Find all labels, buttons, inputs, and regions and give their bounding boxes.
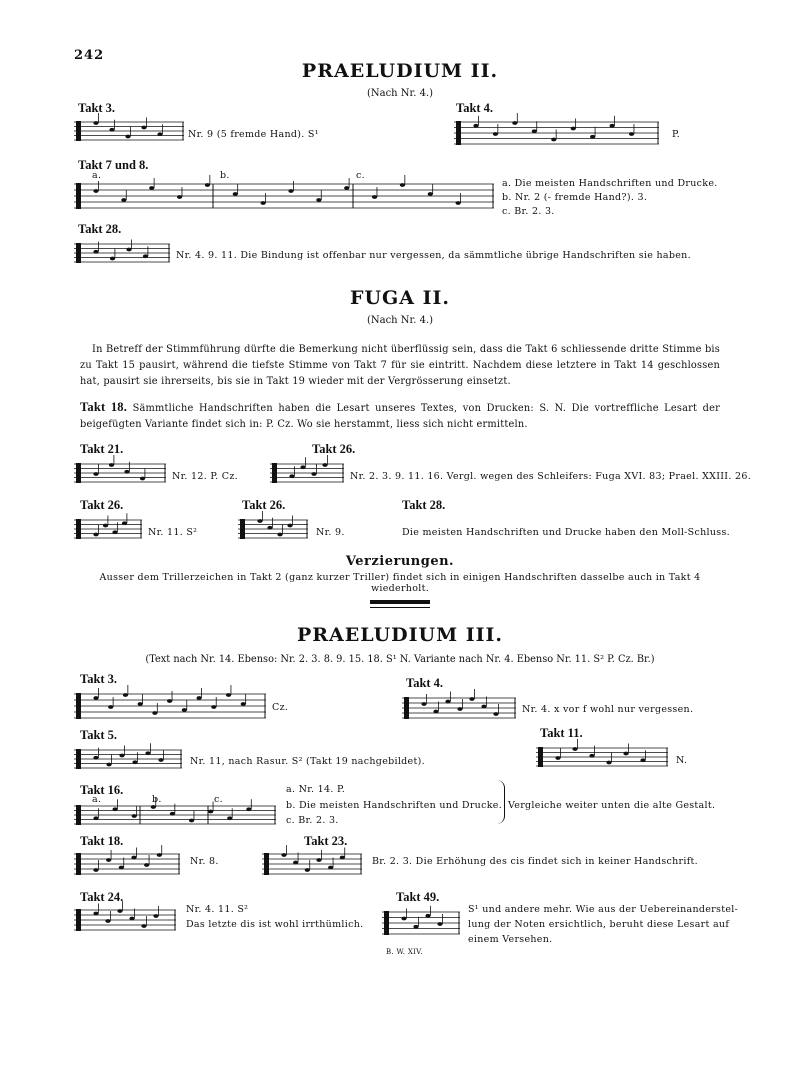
music-excerpt (74, 460, 166, 488)
verzierungen-text: Ausser dem Trillerzeichen in Takt 2 (ganz kurzer Triller) findet sich in einigen Handschriften dasselbe auch in Takt 4 wiederholt. (99, 572, 701, 594)
note-head (109, 463, 114, 467)
music-excerpt (74, 118, 184, 146)
note-head (153, 914, 158, 918)
clef-symbol (76, 853, 81, 875)
variant-note: Nr. 4. x vor f wohl nur vergessen. (522, 704, 694, 715)
note-head (93, 250, 98, 254)
note-head (277, 533, 282, 537)
staff-notation (382, 908, 460, 940)
music-excerpt (262, 850, 362, 880)
variant-line: b. Die meisten Handschriften und Drucke. (286, 800, 503, 811)
note-head (372, 195, 377, 199)
note-head (413, 925, 418, 929)
staff-notation (74, 516, 142, 544)
fuga-paragraph: In Betreff der Stimmführung dürfte die Bemerkung nicht überflüssig sein, dass die Takt 6 schliessende dritte Stimme bis zu Takt 15 pausirt, während die tiefste Stimme von Takt 7 für sie eintritt. Nachdem diese letztere in Takt 14 geschlossen hat, pausirt sie ihrerseits, bis sie in Takt 19 wieder mit der Vergrösserung einsetzt. (80, 344, 720, 387)
music-excerpt (536, 744, 668, 772)
clef-symbol (456, 121, 461, 145)
note-head (590, 135, 595, 139)
variant-line: b. Nr. 2 (- fremde Hand?). 3. (502, 192, 648, 203)
note-head (122, 521, 127, 525)
note-head (129, 917, 134, 921)
music-excerpt (74, 180, 494, 214)
note-head (445, 700, 450, 704)
takt-label: Takt 3. (80, 672, 118, 686)
music-excerpt (74, 240, 170, 268)
note-head (300, 465, 305, 469)
takt-label: Takt 26. (80, 498, 124, 512)
variant-note: Nr. 4. 9. 11. Die Bindung ist offenbar nur vergessen, da sämmtliche übrige Handschriften sie haben. (176, 250, 691, 261)
music-excerpt (74, 746, 182, 774)
music-excerpt (382, 908, 460, 940)
note-head (93, 189, 98, 193)
staff-notation (402, 694, 516, 724)
variant-note: Cz. (272, 702, 289, 713)
note-head (93, 816, 98, 820)
note-head (316, 858, 321, 862)
note-head (182, 708, 187, 712)
variant-note: Nr. 2. 3. 9. 11. 16. Vergl. wegen des Schleifers: Fuga XVI. 83; Prael. XXIII. 26. (350, 471, 752, 482)
note-head (189, 819, 194, 823)
note-head (167, 699, 172, 703)
clef-symbol (538, 747, 543, 767)
note-head (110, 257, 115, 261)
source-caption: B. W. XIV. (386, 948, 423, 956)
note-head (123, 693, 128, 697)
note-head (93, 472, 98, 476)
note-head (493, 712, 498, 716)
section-divider (370, 607, 430, 608)
note-head (205, 183, 210, 187)
note-head (119, 754, 124, 758)
takt-label: Takt 24. (80, 890, 124, 904)
note-head (226, 693, 231, 697)
variant-note: Das letzte dis ist wohl irrthümlich. (186, 919, 364, 930)
note-head (112, 530, 117, 534)
staff-notation (74, 802, 276, 830)
note-head (629, 132, 634, 136)
note-head (145, 751, 150, 755)
note-head (177, 195, 182, 199)
section-title-praeludium-3: PRAELUDIUM III. (296, 624, 504, 646)
section-divider (370, 600, 430, 604)
note-head (132, 814, 137, 818)
takt-18-paragraph (80, 399, 720, 433)
note-head (227, 816, 232, 820)
takt-label: Takt 4. (406, 676, 444, 690)
note-head (132, 760, 137, 764)
variant-note: Br. 2. 3. Die Erhöhung des cis findet sich in keiner Handschrift. (372, 856, 698, 867)
clef-symbol (76, 121, 81, 141)
takt-label: Takt 18. (80, 834, 124, 848)
staff-notation (270, 460, 344, 488)
page-number: 242 (74, 48, 105, 63)
clef-symbol (76, 909, 81, 931)
note-head (289, 474, 294, 478)
note-head (437, 922, 442, 926)
note-head (109, 128, 114, 132)
music-excerpt (74, 802, 276, 830)
takt-label: Takt 7 und 8. (78, 158, 149, 172)
staff-notation (74, 850, 180, 880)
section-subtitle-fuga-2: (Nach Nr. 4.) (366, 315, 434, 326)
note-head (623, 752, 628, 756)
music-excerpt (74, 906, 176, 936)
variant-line: c. Br. 2. 3. (502, 206, 555, 217)
takt-label: Takt 26. (312, 442, 356, 456)
section-subtitle-praeludium-2: (Nach Nr. 4.) (366, 88, 434, 99)
clef-symbol (76, 463, 81, 483)
staff-notation (238, 516, 308, 544)
brace (496, 780, 505, 824)
note-head (428, 192, 433, 196)
note-head (158, 758, 163, 762)
note-head (640, 758, 645, 762)
music-excerpt (238, 516, 308, 544)
note-head (141, 924, 146, 928)
variant-note: lung der Noten ersichtlich, beruht diese Lesart auf (468, 919, 730, 930)
note-head (606, 761, 611, 765)
note-head (425, 914, 430, 918)
takt-label: Takt 26. (242, 498, 286, 512)
note-head (401, 917, 406, 921)
note-head (457, 707, 462, 711)
variant-line: c. Br. 2. 3. (286, 815, 339, 826)
clef-symbol (76, 519, 81, 539)
staff-notation (74, 906, 176, 936)
variant-note: Nr. 11, nach Rasur. S² (Takt 19 nachgebildet). (190, 756, 425, 767)
note-head (141, 126, 146, 130)
variant-mark: b. (220, 170, 230, 181)
variant-note: einem Versehen. (468, 934, 553, 945)
note-head (311, 472, 316, 476)
note-head (93, 533, 98, 537)
note-head (572, 747, 577, 751)
variant-note: Nr. 9. (316, 527, 345, 538)
staff-notation (74, 690, 266, 724)
takt-label: Takt 16. (80, 783, 124, 797)
clef-symbol (272, 463, 277, 483)
note-head (340, 856, 345, 860)
note-head (261, 201, 266, 205)
note-head (113, 807, 118, 811)
staff-notation (454, 118, 659, 150)
note-head (93, 121, 98, 125)
clef-symbol (384, 911, 389, 935)
note-head (493, 132, 498, 136)
note-head (456, 201, 461, 205)
note-head (117, 909, 122, 913)
clef-symbol (76, 183, 81, 209)
note-head (288, 189, 293, 193)
note-head (532, 129, 537, 133)
takt-label: Takt 49. (396, 890, 440, 904)
note-head (140, 477, 145, 481)
note-head (267, 526, 272, 530)
note-head (469, 697, 474, 701)
note-head (151, 805, 156, 809)
variant-line: a. Die meisten Handschriften und Drucke. (502, 178, 718, 189)
note-head (305, 868, 310, 872)
takt-label: Takt 21. (80, 442, 124, 456)
note-head (293, 861, 298, 865)
takt-18-text: Sämmtliche Handschriften haben die Lesart unseres Textes, von Drucken: S. N. Die vortreffliche Lesart der beigefügten Variante findet sich in: P. Cz. Wo sie herstammt, liess sich nicht ermitteln. (80, 403, 721, 430)
music-excerpt (74, 690, 266, 724)
clef-symbol (76, 749, 81, 769)
variant-note: Nr. 12. P. Cz. (172, 471, 238, 482)
staff-notation (74, 180, 494, 214)
variant-mark: b. (152, 794, 162, 805)
verzierungen-heading: Verzierungen. (345, 554, 455, 569)
note-head (124, 470, 129, 474)
note-head (589, 754, 594, 758)
clef-symbol (240, 519, 245, 539)
note-head (322, 463, 327, 467)
note-head (144, 863, 149, 867)
note-head (93, 696, 98, 700)
note-head (149, 186, 154, 190)
takt-label: Takt 18. (80, 400, 128, 414)
takt-label: Takt 28. (78, 222, 122, 236)
note-head (106, 858, 111, 862)
staff-notation (74, 460, 166, 488)
note-head (93, 756, 98, 760)
clef-symbol (264, 853, 269, 875)
note-head (138, 702, 143, 706)
note-head (571, 127, 576, 131)
staff-notation (262, 850, 362, 880)
variant-mark: a. (92, 794, 102, 805)
note-head (126, 248, 131, 252)
note-head (196, 696, 201, 700)
note-head (344, 186, 349, 190)
takt-label: Takt 23. (304, 834, 348, 848)
note-head (400, 183, 405, 187)
note-head (257, 519, 262, 523)
variant-note: N. (676, 755, 688, 766)
variant-note: Vergleiche weiter unten die alte Gestalt. (508, 800, 716, 811)
note-head (433, 710, 438, 714)
note-head (211, 705, 216, 709)
note-head (93, 912, 98, 916)
clef-symbol (76, 243, 81, 263)
takt-label: Takt 3. (78, 101, 116, 115)
note-head (131, 856, 136, 860)
note-head (157, 132, 162, 136)
note-head (103, 524, 108, 528)
variant-mark: c. (356, 170, 365, 181)
clef-symbol (76, 693, 81, 719)
variant-note: Nr. 8. (190, 856, 219, 867)
note-head (551, 138, 556, 142)
variant-note: S¹ und andere mehr. Wie aus der Uebereinanderstel- (468, 904, 739, 915)
note-head (281, 853, 286, 857)
note-head (152, 711, 157, 715)
music-excerpt (74, 850, 180, 880)
note-head (287, 524, 292, 528)
variant-mark: a. (92, 170, 102, 181)
variant-mark: c. (214, 794, 223, 805)
section-title-fuga-2: FUGA II. (349, 287, 451, 309)
variant-note: P. (672, 129, 681, 140)
note-head (106, 763, 111, 767)
note-head (119, 866, 124, 870)
note-head (246, 807, 251, 811)
variant-note: Nr. 9 (5 fremde Hand). S¹ (188, 129, 319, 140)
note-head (157, 853, 162, 857)
note-head (610, 124, 615, 128)
takt-label: Takt 4. (456, 101, 494, 115)
note-head (105, 919, 110, 923)
takt-label: Takt 11. (540, 726, 583, 740)
note-head (241, 702, 246, 706)
note-head (473, 124, 478, 128)
staff-notation (536, 744, 668, 772)
music-excerpt (270, 460, 344, 488)
note-head (328, 866, 333, 870)
note-head (421, 702, 426, 706)
variant-note: Nr. 11. S² (148, 527, 198, 538)
variant-note: Nr. 4. 11. S² (186, 904, 249, 915)
music-excerpt (74, 516, 142, 544)
note-head (93, 868, 98, 872)
section-title-praeludium-2: PRAELUDIUM II. (301, 60, 499, 82)
note-head (121, 198, 126, 202)
note-head (170, 812, 175, 816)
note-head (481, 705, 486, 709)
takt-label: Takt 28. (402, 498, 446, 512)
clef-symbol (404, 697, 409, 719)
note-head (512, 121, 517, 125)
variant-note: Die meisten Handschriften und Drucke haben den Moll-Schluss. (402, 527, 730, 538)
variant-line: a. Nr. 14. P. (286, 784, 346, 795)
note-head (125, 135, 130, 139)
music-excerpt (402, 694, 516, 724)
note-head (316, 198, 321, 202)
note-head (143, 254, 148, 258)
music-excerpt (454, 118, 659, 150)
staff-notation (74, 746, 182, 774)
takt-label: Takt 5. (80, 728, 118, 742)
section-subtitle-praeludium-3: (Text nach Nr. 14. Ebenso: Nr. 2. 3. 8. 9. 15. 18. S¹ N. Variante nach Nr. 4. Ebenso Nr. 11. S² P. Cz. Br.) (145, 654, 655, 665)
note-head (108, 705, 113, 709)
clef-symbol (76, 805, 81, 825)
staff-notation (74, 118, 184, 146)
note-head (208, 810, 213, 814)
staff-notation (74, 240, 170, 268)
note-head (233, 192, 238, 196)
note-head (555, 756, 560, 760)
